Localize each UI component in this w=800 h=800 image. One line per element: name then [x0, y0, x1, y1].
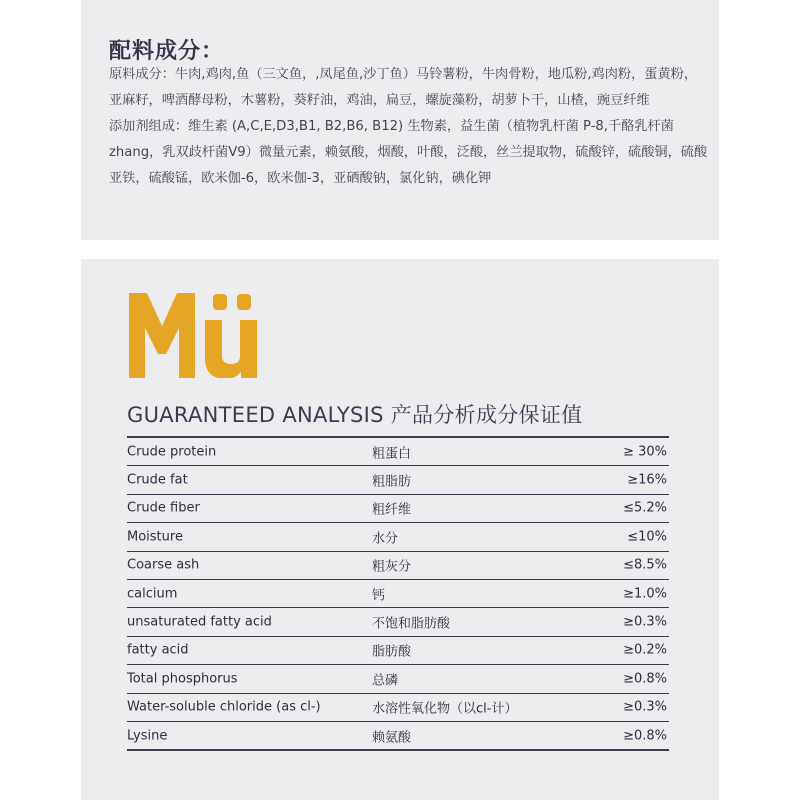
- nutrient-value: ≥0.8%: [623, 728, 667, 744]
- brand-logo: [129, 290, 263, 378]
- ingredients-body: [109, 62, 709, 192]
- nutrient-name-zh: 脂肪酸: [372, 644, 412, 660]
- analysis-panel: [81, 259, 719, 800]
- nutrient-value: ≥0.8%: [623, 671, 667, 687]
- nutrient-value: ≥0.3%: [623, 614, 667, 630]
- nutrient-value: ≤8.5%: [623, 557, 667, 573]
- logo-letter-m: [129, 293, 195, 378]
- nutrient-name-zh: 总磷: [372, 673, 399, 689]
- nutrient-value: ≥16%: [627, 472, 667, 488]
- nutrient-name-en: fatty acid: [127, 642, 189, 658]
- nutrient-name-en: Crude protein: [127, 444, 217, 460]
- table-row: [127, 665, 669, 693]
- raw-materials-text: 原料成分：牛肉,鸡肉,鱼（三文鱼，,凤尾鱼,沙丁鱼）马铃薯粉，牛肉骨粉，地瓜粉,鸡肉粉，蛋黄粉，亚麻籽，啤酒酵母粉，木薯粉，葵籽油，鸡油，扁豆，螺旋藻粉，胡萝卜干，山楂，豌豆纤维: [109, 67, 698, 108]
- nutrient-name-zh: 水分: [372, 531, 399, 547]
- analysis-title: GUARANTEED ANALYSIS 产品分析成分保证值: [127, 403, 583, 427]
- nutrient-value: ≥0.2%: [623, 642, 667, 658]
- nutrient-name-en: Total phosphorus: [127, 671, 238, 687]
- analysis-table: [127, 436, 669, 751]
- nutrient-name-zh: 粗纤维: [372, 502, 412, 518]
- nutrient-name-zh: 钙: [372, 588, 386, 604]
- table-row: [127, 466, 669, 494]
- nutrient-value: ≥ 30%: [623, 444, 667, 460]
- table-row: [127, 523, 669, 551]
- ingredients-panel: [81, 0, 719, 240]
- nutrient-name-zh: 粗灰分: [372, 559, 412, 575]
- nutrient-name-zh: 粗脂肪: [372, 474, 412, 490]
- nutrient-value: ≤10%: [627, 529, 667, 545]
- nutrient-name-zh: 粗蛋白: [372, 446, 412, 462]
- logo-letter-u: [205, 320, 257, 378]
- table-row: [127, 637, 669, 665]
- logo-shapes: [129, 293, 257, 378]
- table-row: [127, 608, 669, 636]
- nutrient-name-en: Crude fat: [127, 472, 188, 488]
- nutrient-value: ≥1.0%: [623, 586, 667, 602]
- additives-text: 添加剂组成：维生素 (A,C,E,D3,B1, B2,B6, B12) 生物素，益生菌（植物乳杆菌 P-8,千酪乳杆菌zhang，乳双歧杆菌V9）微量元素，赖氨酸，烟酸，叶酸，泛酸，丝兰提取物，硫酸锌，硫酸铜，硫酸亚铁，硫酸锰，欧米伽-6，欧米伽-3，亚硒酸钠，氯化钠，碘化钾: [109, 119, 708, 186]
- nutrient-value: ≤5.2%: [623, 500, 667, 516]
- table-row: [127, 722, 669, 749]
- table-row: [127, 438, 669, 466]
- logo-dot-left: [213, 294, 227, 310]
- ingredients-heading: 配料成分：: [109, 39, 225, 64]
- nutrient-name-en: unsaturated fatty acid: [127, 614, 272, 630]
- table-row: [127, 694, 669, 722]
- table-row: [127, 495, 669, 523]
- nutrient-value: ≥0.3%: [623, 699, 667, 715]
- logo-dot-right: [237, 294, 251, 310]
- nutrient-name-en: Crude fiber: [127, 500, 200, 516]
- nutrient-name-zh: 水溶性氧化物（以cl-计）: [372, 701, 518, 717]
- nutrient-name-en: calcium: [127, 586, 178, 602]
- nutrient-name-en: Lysine: [127, 728, 168, 744]
- nutrient-name-en: Moisture: [127, 529, 183, 545]
- nutrient-name-zh: 赖氨酸: [372, 730, 412, 746]
- table-row: [127, 580, 669, 608]
- nutrient-name-en: Coarse ash: [127, 557, 200, 573]
- nutrient-name-en: Water-soluble chloride (as cl-): [127, 699, 321, 715]
- nutrient-name-zh: 不饱和脂肪酸: [372, 616, 451, 632]
- table-row: [127, 552, 669, 580]
